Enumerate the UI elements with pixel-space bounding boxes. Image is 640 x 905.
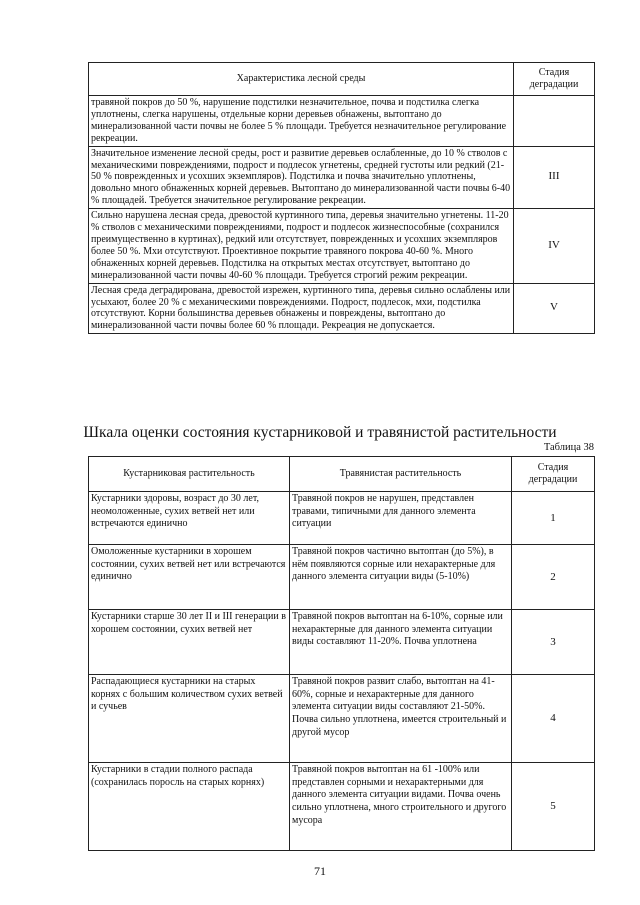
grass-cell: Травяной покров не нарушен, представлен травами, типичными для данного элемента ситуации [290, 492, 512, 545]
table-row [89, 545, 595, 610]
stage-cell: 5 [512, 763, 595, 851]
table-row [89, 610, 595, 675]
table-header-row [89, 457, 595, 492]
table-number: Таблица 38 [543, 442, 594, 453]
table-header-row [89, 63, 595, 96]
forest-characteristic-cell: травяной покров до 50 %, нарушение подстилки незначительное, почва и подстилка слегка уплотнены, слегка нарушены, отдельные корни деревьев обнажены, вытоптано до минерализованной части почвы не более 5 % площади. Требуется незначительное регулирование рекреации. [89, 96, 514, 147]
stage-cell: 1 [512, 492, 595, 545]
forest-characteristic-cell: Значительное изменение лесной среды, рост и развитие деревьев ослабленные, до 10 % стволов с механическими повреждениями, подрост и подлесок угнетены, средней густоты или редкий (21-50 % поврежденных и усохших экземпляров). Подстилка и почва значительно уплотнены, довольно много обнаженных корней деревьев. Вытоптано до минерализованной части почвы 6-40 % площадей. Требуется значительное регулирование рекреации. [89, 146, 514, 209]
shrub-cell: Кустарники старше 30 лет II и III генерации в хорошем состоянии, сухих ветвей нет [89, 610, 290, 675]
column-header-stage: Стадия деградации [512, 457, 595, 492]
table-row [89, 209, 595, 283]
stage-cell: V [514, 283, 595, 334]
table-row [89, 283, 595, 334]
column-header-grass: Травянистая растительность [290, 457, 512, 492]
page-number: 71 [314, 864, 326, 878]
grass-cell: Травяной покров вытоптан на 6-10%, сорные или нехарактерные для данного элемента ситуации виды составляют 11-20%. Почва уплотнена [290, 610, 512, 675]
column-header-stage: Стадия деградации [514, 63, 595, 96]
grass-cell: Травяной покров вытоптан на 61 -100% или представлен сорными и нехарактерными для данного элемента ситуации видами. Почва очень сильно уплотнена, много строительного и другого мусора [290, 763, 512, 851]
stage-cell: 2 [512, 545, 595, 610]
column-header-shrub: Кустарниковая растительность [89, 457, 290, 492]
shrub-cell: Распадающиеся кустарники на старых корнях с большим количеством сухих ветвей и сучьев [89, 675, 290, 763]
forest-characteristic-cell: Сильно нарушена лесная среда, древостой куртинного типа, деревья значительно угнетены. 11-20 % стволов с механическими повреждениями, подрост и подлесок жизнеспособные (сохранился преимущественно в куртинах), редкий или отсутствует, поврежденных и усохших экземпляров более 50 %. Мхи отсутствуют. Проективное покрытие травяного покрова 40-60 %. Много обнаженных корней деревьев. Подстилка на открытых местах отсутствует, вытоптано до минерализованной части почвы 40-60 % площади. Требуется строгий режим рекреации. [89, 209, 514, 283]
column-header-characteristic: Характеристика лесной среды [89, 63, 514, 96]
shrub-cell: Омоложенные кустарники в хорошем состоянии, сухих ветвей нет или встречаются единично [89, 545, 290, 610]
table-row [89, 675, 595, 763]
stage-cell: III [514, 146, 595, 209]
table-row [89, 96, 595, 147]
table-row [89, 763, 595, 851]
shrub-cell: Кустарники в стадии полного распада (сохранилась поросль на старых корнях) [89, 763, 290, 851]
shrub-grass-table [88, 456, 595, 851]
table-row [89, 146, 595, 209]
stage-cell [514, 96, 595, 147]
shrub-cell: Кустарники здоровы, возраст до 30 лет, неомоложенные, сухих ветвей нет или встречаются единично [89, 492, 290, 545]
forest-degradation-table [88, 62, 595, 334]
stage-cell: 3 [512, 610, 595, 675]
stage-cell: 4 [512, 675, 595, 763]
section-title: Шкала оценки состояния кустарниковой и травянистой растительности [83, 424, 557, 441]
forest-characteristic-cell: Лесная среда деградирована, древостой изрежен, куртинного типа, деревья сильно ослаблены или усыхают, более 20 % с механическими повреждениями. Подрост, подлесок, мхи, подстилка отсутствуют. Корни большинства деревьев обнажены и повреждены, вытоптано до минерализованной части почвы более 60 % площади. Рекреация не допускается. [89, 283, 514, 334]
grass-cell: Травяной покров развит слабо, вытоптан на 41-60%, сорные и нехарактерные для данного элемента ситуации виды составляют 21-50%. Почва сильно уплотнена, имеется строительный и другой мусор [290, 675, 512, 763]
table-row [89, 492, 595, 545]
stage-cell: IV [514, 209, 595, 283]
grass-cell: Травяной покров частично вытоптан (до 5%), в нём появляются сорные или нехарактерные для данного элемента ситуации виды (5-10%) [290, 545, 512, 610]
